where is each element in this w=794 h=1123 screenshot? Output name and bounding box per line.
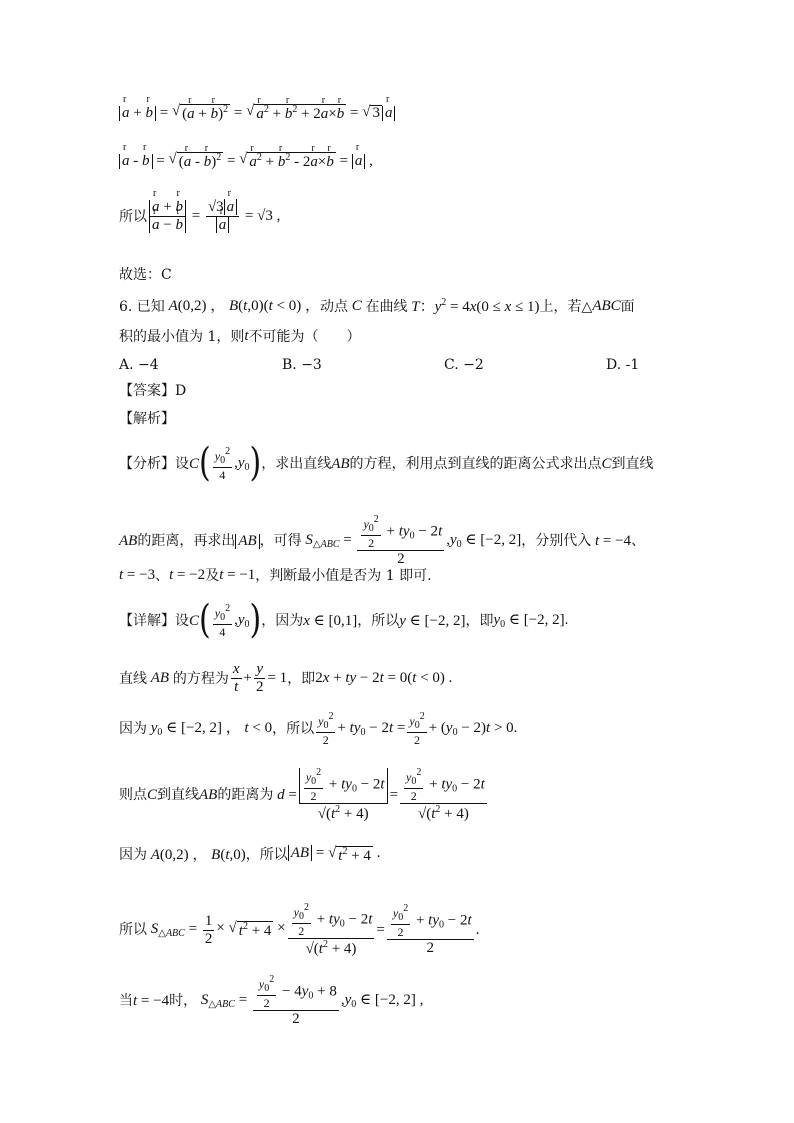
detail-case-t-4: 当 t = −4 时， $S_{\triangle ABC}$ = $\frac{y_0^2}{2}$ − $4y_0 + 8$ 2 $,y_0$ ∈ [−2, 2] , (119, 974, 424, 1027)
option-c: C. −2 (444, 357, 484, 373)
vector-eq-sum: r a + r b = √ (r a + r b)$^2$ = √ r $a^2 + r$ $b^2 + 2r$ a×r b = √ 3 r a (119, 104, 395, 122)
option-b: B. −3 (282, 357, 322, 373)
so-prefix: 所以 (119, 208, 147, 225)
answer-tag: 【答案】D (119, 383, 187, 399)
fenxi-line-2: AB 的距离，再求出 AB ，可得 $S_{\triangle ABC}$ = $\frac{y_0^2}{2}$ + $ty_0 - 2t$ 2 $,y_0$ ∈ [−2, 2] ，分别代入 t = −4 、 (119, 514, 646, 567)
vector-ratio: 所以 r a + r b r a − r b = √3r a r a = √3 , (119, 200, 280, 233)
option-a: A. −4 (119, 357, 159, 373)
detail-ab-length: 因为 A(0,2) ， B(t,0) ， 所以 AB = √ $t^2 + 4$ . (119, 845, 381, 864)
question-line-2: 积的最小值为 1，则 t 不可能为（ ） (119, 328, 361, 345)
fenxi-line-3: t = −3 、 t = −2 及 t = −1 ，判断最小值是否为 1 即可. (119, 567, 432, 584)
fenxi-line-1: 【分析】设 C ( $\frac{y_0^2}{4}$ $,y_0$ ) ，求出直线 AB 的方程，利用点到直线的距离公式求出点 C 到直线 (119, 440, 654, 487)
analysis-tag: 【解析】 (119, 411, 175, 427)
conclusion-c: 故选：C (119, 267, 172, 283)
question-line-1: 6. 已知 A(0,2) ， B(t,0)(t < 0) ， 动点 C 在曲线 T：$y^2 = 4x(0 \le x \le 1)$ 上，若△ ABC 面 (119, 297, 635, 315)
option-d: D. -1 (606, 357, 640, 373)
detail-distance: 则点 C 到直线 AB 的距离为 d = $\frac{y_0^2}{2}$ + $ty_0 - 2t$ $√(t^2 + 4)$ = $\frac{y_0^2}{2}$ + $ty_0 - 2t$ $√(t^2 + 4)$ (119, 767, 485, 822)
detail-line-3: 因为 $y_0$ ∈ [−2, 2] ， t < 0 ， 所以 $\frac{y_0^2}{2}$ + $ty_0 - 2t$ = $\frac{y_0^2}{2}$ + $(y_0 - 2)t > 0$. (119, 711, 518, 747)
vector-eq-diff: r a - r b = √ (r a - r b)$^2$ = √ r $a^2 + r$ $b^2 - 2r$ a×r b = r a , (119, 152, 373, 170)
detail-line-2: 直线 AB 的方程为 $\frac{x}{t}$ + $\frac{y}{2}$ = 1 ，即 2x + ty − 2t = 0(t < 0) . (119, 661, 453, 695)
detail-area: 所以 $S_{\triangle ABC}$ = $\frac{1}{2}$ × √ $t^2 + 4$ × $\frac{y_0^2}{2}$ + $ty_0 - 2t$ $√(t^2 + 4)$ = $\frac{y_0^2}{2}$ + $ty_0 - 2t$ 2 . (119, 902, 480, 957)
detail-line-1: 【详解】设 C ( $\frac{y_0^2}{4}$ $,y_0$ ) ，因为 x ∈ [0,1] ，所以 y ∈ [−2, 2] ，即 $y_0$ ∈ [−2, 2]. (119, 597, 569, 644)
